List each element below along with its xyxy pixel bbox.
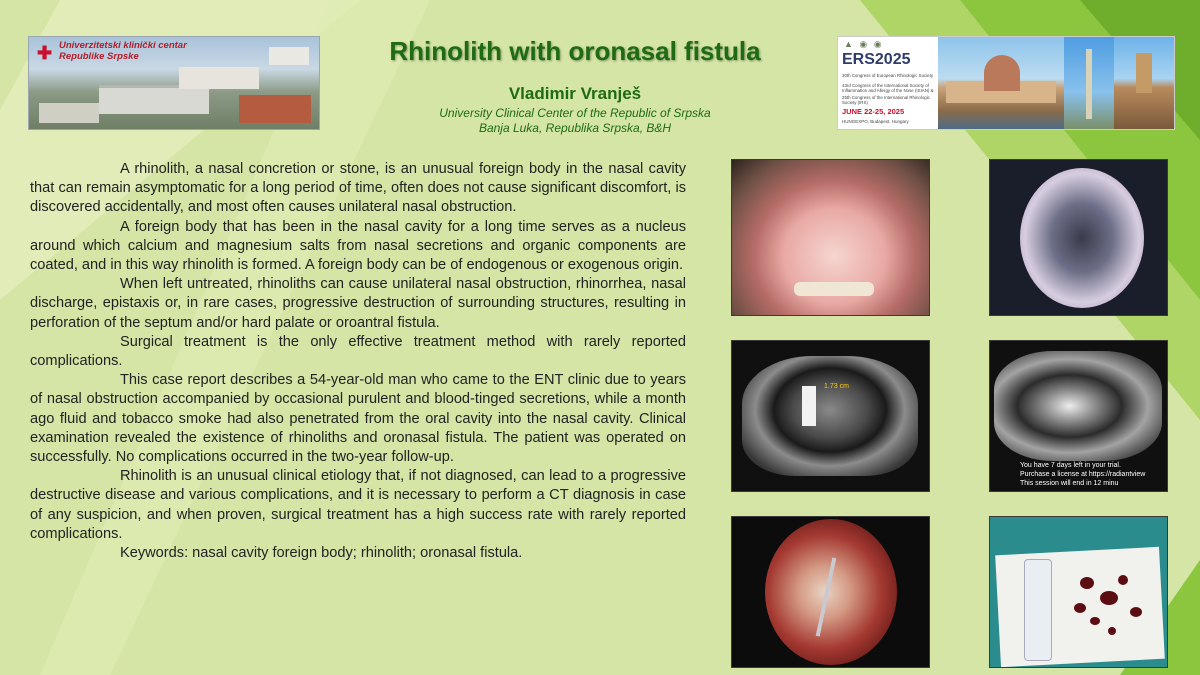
congress-banner bbox=[837, 36, 1175, 130]
ct-axial-scan bbox=[731, 340, 930, 492]
paragraph-definition: A rhinolith, a nasal concretion or stone, is an unusual foreign body in the nasal cavity that can remain asymptomatic for a long period of time, often does not cause significant discomfort, is discovered accidentally, and most often causes unilateral nasal obstruction. bbox=[30, 161, 686, 216]
poster-author: Vladimir Vranješ bbox=[508, 84, 642, 103]
hospital-cross-icon: ✚ bbox=[37, 43, 53, 63]
paragraph-complications: When left untreated, rhinoliths can cause unilateral nasal obstruction, rhinorrhea, nasal discharge, epistaxis or, in rare cases, progressive destruction of surrounding structures, resulting in perforation of the septum and/or hard palate or oroantral fistula. bbox=[30, 276, 686, 331]
paragraph-conclusion: Rhinolith is an unusual clinical etiology that, if not diagnosed, can lead to a progressive destructive disease and various complications, and it is necessary to perform a CT diagnosis in case of any suspicion, and when proven, surgical treatment has a high success rate with rarely reported complications. bbox=[30, 468, 686, 542]
trial-line-3: This session will end in 12 minu bbox=[1020, 480, 1119, 487]
congress-venue: HUNGEXPO, Budapest, Hungary bbox=[842, 119, 909, 124]
abstract-body bbox=[30, 160, 686, 563]
affiliation-line-2: Banja Luka, Republika Srpska, B&H bbox=[478, 121, 672, 135]
nasal-endoscopy-photo bbox=[989, 159, 1168, 316]
trial-line-2: Purchase a license at https://radiantview bbox=[1020, 471, 1146, 478]
viewer-trial-notice bbox=[1020, 461, 1168, 488]
intraoperative-endoscopy-photo bbox=[731, 516, 930, 668]
paragraph-case-report: This case report describes a 54-year-old man who came to the ENT clinic due to years of nasal obstruction accompanied by occasional purulent and blood-tinged secretions, while a month ago fluid and tobacco smoke had also penetrated from the oral cavity into the nasal cavity. Clinical examination revealed the existence of rhinoliths and oronasal fistula. The patient was operated on successfully. No complications occurred in the two-year follow-up. bbox=[30, 372, 686, 466]
ct-coronal-scan bbox=[989, 340, 1168, 492]
congress-name: ERS2025 bbox=[842, 51, 911, 68]
congress-dates: JUNE 22-25, 2025 bbox=[842, 107, 905, 116]
hospital-logo-banner bbox=[28, 36, 320, 130]
hospital-logo-text: Univerzitetski klinički centar Republike Srpske bbox=[59, 40, 187, 62]
extracted-rhinolith-photo bbox=[989, 516, 1168, 668]
ct-measurement-label: 1.73 cm bbox=[824, 383, 849, 390]
congress-line-2: 43rd Congress of the International Society of Inflammation and Allergy of the Nose (ISIAN) & bbox=[842, 83, 934, 93]
budapest-parliament-image bbox=[938, 37, 1064, 129]
congress-info-panel bbox=[838, 37, 938, 129]
poster-affiliation bbox=[400, 106, 750, 136]
affiliation-line-1: University Clinical Center of the Republic of Srpska bbox=[439, 106, 711, 120]
society-emblems-icon: ▲ ◉ ◉ bbox=[844, 39, 884, 49]
poster-title: Rhinolith with oronasal fistula bbox=[389, 36, 761, 66]
oral-cavity-photo bbox=[731, 159, 930, 316]
paragraph-formation: A foreign body that has been in the nasal cavity for a long time serves as a nucleus around which calcium and magnesium salts from nasal secretions and organic components are coated, and in this way rhinolith is formed. A foreign body can be of endogenous or exogenous origin. bbox=[30, 218, 686, 274]
congress-line-3: 25th Congress of the International Rhinologic Society (IRS) bbox=[842, 95, 930, 105]
budapest-castle-image bbox=[1114, 37, 1174, 129]
congress-line-1: 30th Congress of European Rhinologic Society bbox=[842, 73, 934, 78]
paragraph-treatment: Surgical treatment is the only effective treatment method with rarely reported complications. bbox=[30, 333, 686, 370]
paragraph-keywords: Keywords: nasal cavity foreign body; rhinolith; oronasal fistula. bbox=[120, 545, 523, 562]
budapest-column-image bbox=[1064, 37, 1114, 129]
trial-line-1: You have 7 days left in your trial. bbox=[1020, 462, 1121, 469]
